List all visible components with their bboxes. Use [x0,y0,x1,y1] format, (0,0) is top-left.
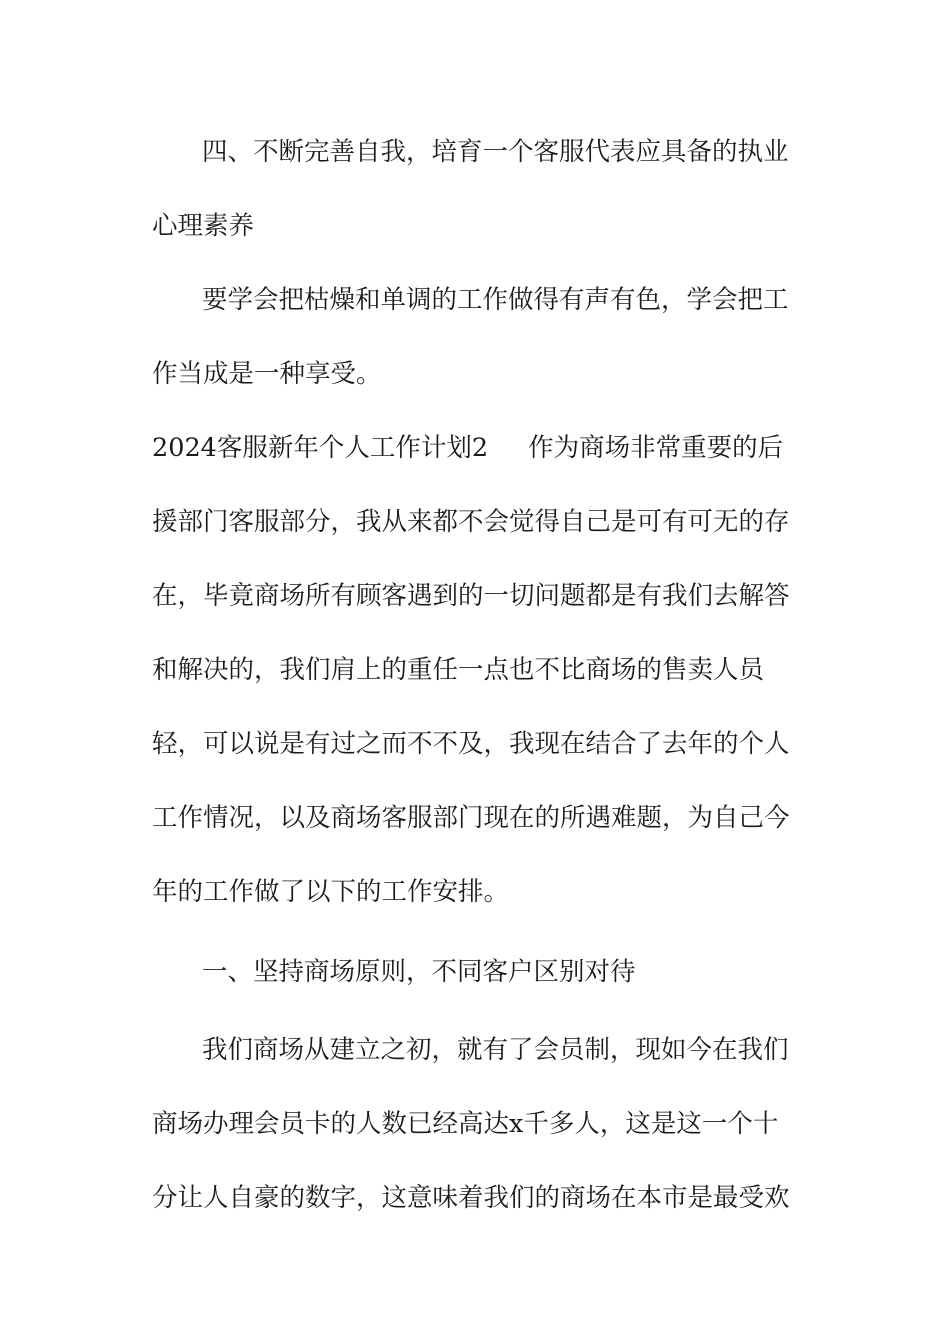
section-heading-1: 一、坚持商场原则，不同客户区别对待 [202,957,636,987]
paragraph-line: 和解决的，我们肩上的重任一点也不比商场的售卖人员 [152,655,765,685]
paragraph-line: 我们商场从建立之初，就有了会员制，现如今在我们 [202,1035,789,1065]
plan-title: 2024客服新年个人工作计划2 [152,433,489,463]
paragraph-line: 商场办理会员卡的人数已经高达x千多人，这是这一个十 [152,1109,779,1139]
paragraph-line: 援部门客服部分，我从来都不会觉得自己是可有可无的存 [152,507,790,537]
paragraph-line: 轻，可以说是有过之而不不及，我现在结合了去年的个人 [152,729,790,759]
plan-title-line [152,431,783,465]
paragraph-line: 年的工作做了以下的工作安排。 [152,877,510,907]
paragraph-line: 作当成是一种享受。 [152,359,382,389]
paragraph-line: 工作情况，以及商场客服部门现在的所遇难题，为自己今 [152,803,790,833]
paragraph-line: 分让人自豪的数字，这意味着我们的商场在本市是最受欢 [152,1183,790,1213]
paragraph-text: 作为商场非常重要的后 [528,433,784,463]
paragraph-line: 心理素养 [152,211,255,241]
section-heading-4: 四、不断完善自我，培育一个客服代表应具备的执业 [202,137,789,167]
paragraph-line: 要学会把枯燥和单调的工作做得有声有色，学会把工 [202,285,789,315]
paragraph-line: 在，毕竟商场所有顾客遇到的一切问题都是有我们去解答 [152,581,790,611]
